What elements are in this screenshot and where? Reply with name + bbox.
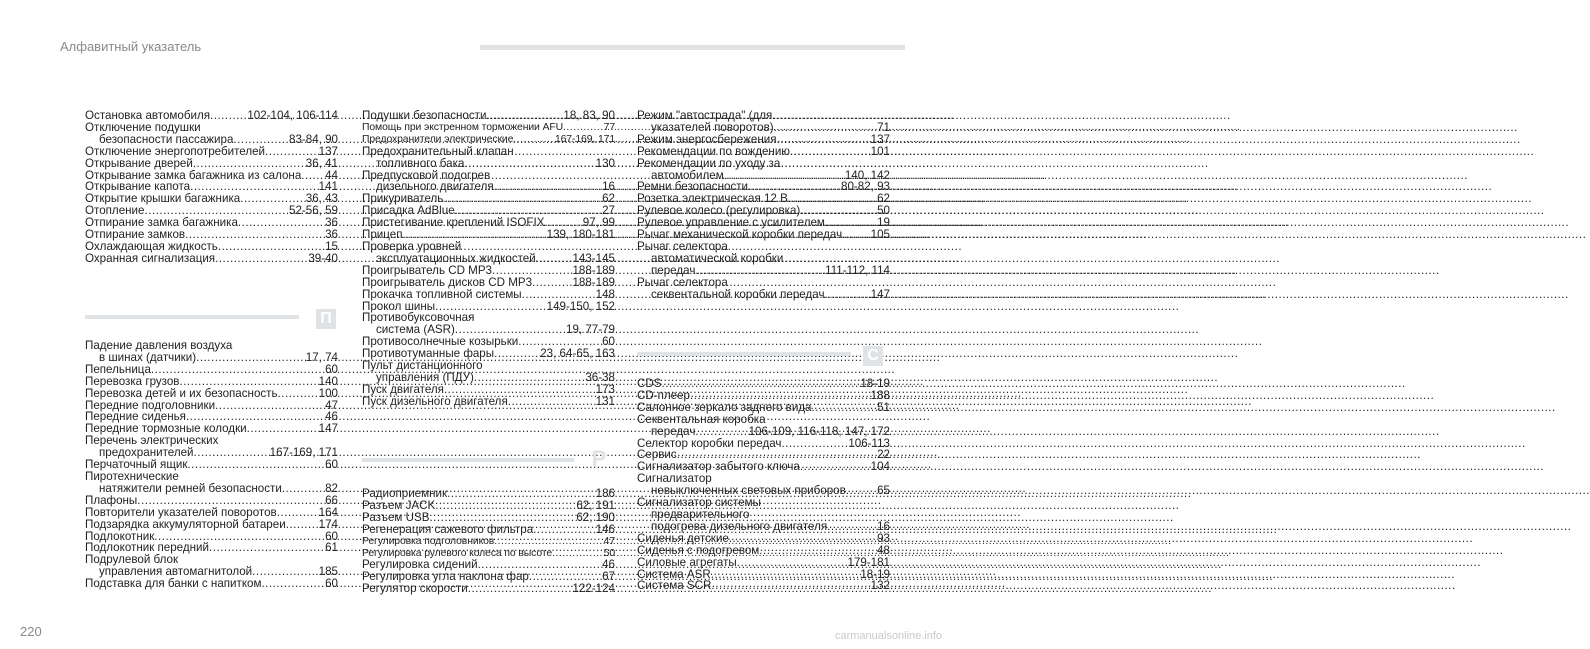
index-entry-term: Предохранители электрические: [362, 133, 514, 145]
index-block-p: [85, 340, 338, 590]
index-entry-pages: 106-109, 116-118, 147, 172: [748, 424, 890, 438]
index-entry: [85, 483, 338, 495]
dot-leader: [486, 110, 562, 122]
index-entry-pages: 19, 77-79: [566, 323, 615, 337]
dot-leader: [846, 485, 876, 497]
index-entry-term: Перчаточный ящик: [85, 458, 188, 472]
index-entry-pages: 66: [325, 493, 338, 507]
index-entry-pages: 36: [325, 216, 338, 230]
dot-leader: [247, 423, 318, 435]
index-entry-term: в шинах (датчики): [99, 350, 197, 364]
index-entry-heading: Сигнализатор: [637, 472, 712, 486]
index-entry-pages: 185: [318, 565, 338, 579]
index-entry-pages: 48: [877, 543, 890, 557]
dot-leader: [494, 348, 539, 360]
index-entry-pages: 67: [602, 570, 615, 584]
index-entry-pages: 18-19: [860, 567, 890, 581]
index-entry-pages: 105: [870, 228, 890, 242]
index-entry-pages: 167-169, 171: [269, 446, 338, 460]
index-entry-pages: 16: [877, 519, 890, 533]
dot-leader: [179, 376, 317, 388]
dot-leader: [261, 578, 324, 590]
index-entry-pages: 16: [602, 180, 615, 194]
index-entry: [85, 146, 338, 158]
index-entry-term: CDS: [637, 377, 662, 390]
index-entry-heading: Падение давления воздуха: [85, 339, 233, 352]
index-entry-term: Силовые агрегаты: [637, 555, 737, 569]
index-entry: [362, 134, 615, 146]
index-entry-term: топливного бака: [376, 156, 465, 170]
index-entry-term: Пепельница: [85, 362, 151, 376]
index-entry-term: Регулировка угла наклона фар: [362, 570, 529, 584]
dot-leader: [286, 519, 318, 531]
index-entry-pages: 18-19: [860, 377, 890, 390]
index-entry-heading: Предохранительный клапан: [362, 144, 514, 158]
index-entry: [85, 253, 338, 265]
index-entry-pages: 36, 43: [305, 192, 338, 206]
index-block-p-cont: [362, 110, 615, 408]
index-entry-pages: 93: [877, 531, 890, 545]
dot-leader: [444, 384, 595, 396]
dot-leader: [759, 545, 876, 557]
index-entry: [85, 376, 338, 388]
index-entry-pages: 164: [318, 505, 338, 519]
index-entry-pages: 80-82, 93: [841, 180, 890, 194]
index-entry-pages: 141: [318, 180, 338, 194]
index-entry-pages: 50: [877, 204, 890, 218]
index-entry-pages: 146: [595, 522, 615, 536]
index-entry-term: Разъем USB: [362, 510, 430, 524]
dot-leader: [282, 483, 324, 495]
dot-leader: [825, 289, 870, 301]
index-entry-pages: 50: [603, 547, 615, 559]
index-entry: [85, 388, 338, 400]
dot-leader: [536, 253, 572, 265]
index-entry: [637, 265, 890, 277]
dot-leader: [215, 253, 307, 265]
index-entry-pages: 46: [602, 558, 615, 572]
index-entry-pages: 47: [603, 535, 615, 547]
dot-leader: [776, 134, 869, 146]
index-block-r: [362, 488, 615, 595]
dot-leader: [695, 265, 824, 277]
index-entry: [637, 426, 890, 438]
index-entry-pages: 19: [877, 216, 890, 230]
dot-leader: [209, 542, 324, 554]
dot-leader: [532, 277, 571, 289]
index-entry-term: подогрева дизельного двигателя: [651, 519, 828, 533]
index-entry-pages: 27: [602, 204, 615, 218]
index-entry-pages: 174: [318, 517, 338, 531]
index-entry-pages: 51: [877, 400, 890, 414]
index-entry-term: система (ASR): [376, 323, 455, 337]
index-entry-term: Ремни безопасности: [637, 180, 749, 194]
index-entry-pages: 188-189: [572, 263, 615, 277]
dot-leader: [513, 134, 554, 146]
index-entry-pages: 62: [877, 192, 890, 206]
index-entry-pages: 65: [877, 484, 890, 498]
index-entry-pages: 147: [870, 287, 890, 301]
dot-leader: [210, 110, 246, 122]
index-entry-term: Сигнализатор забытого ключа: [637, 460, 800, 474]
dot-leader: [533, 524, 595, 536]
index-entry-term: Рулевое колесо (регулировка): [637, 204, 801, 218]
dot-leader: [265, 146, 318, 158]
index-entry-term: Регулировка подголовников: [362, 535, 495, 547]
index-entry-term: невыключенных световых приборов: [651, 484, 846, 498]
index-entry-pages: 61: [325, 541, 338, 555]
index-entry: [362, 277, 615, 289]
index-entry-term: Перевозка детей и их безопасность: [85, 386, 278, 400]
index-entry: [85, 158, 338, 170]
dot-leader: [492, 265, 571, 277]
index-entry-pages: 131: [595, 394, 615, 408]
index-entry: [362, 536, 615, 548]
index-entry-term: передач: [651, 263, 696, 277]
index-entry-term: Пуск двигателя: [362, 382, 444, 396]
index-entry-heading: Перечень электрических: [85, 434, 219, 448]
index-entry-pages: 139, 180-181: [546, 228, 615, 242]
index-entry: [637, 134, 890, 146]
index-entry: [362, 289, 615, 301]
index-entry-pages: 22: [877, 448, 890, 462]
index-entry-term: CD-плеер: [637, 388, 690, 402]
index-entry-term: Присадка AdBlue: [362, 204, 455, 218]
index-entry-heading: Проверка уровней: [362, 239, 462, 253]
index-entry-pages: 147: [318, 422, 338, 436]
index-entry-term: управления автомагнитолой: [99, 565, 253, 579]
index-entry-pages: 188: [870, 388, 890, 402]
index-entry-term: Прицеп: [362, 228, 403, 242]
index-entry-heading: Рычаг селектора: [637, 239, 728, 253]
letter-r-mark: Р: [591, 446, 607, 471]
index-entry-term: Перевозка грузов: [85, 374, 180, 388]
index-entry-term: указателей поворотов): [651, 120, 774, 134]
page-header-title: Алфавитный указатель: [60, 39, 202, 54]
index-entry-term: Открытие крышки багажника: [85, 192, 241, 206]
index-entry-heading: Противобуксовочная: [362, 311, 475, 325]
index-entry: [637, 521, 890, 533]
index-entry-term: Радиоприемник: [362, 487, 448, 500]
index-entry-pages: 83-84, 90: [289, 132, 338, 146]
letter-separator-bar: [362, 458, 574, 462]
index-entry-term: Плафоны: [85, 493, 138, 507]
index-entry-pages: 60: [325, 458, 338, 472]
dot-leader: [737, 557, 847, 569]
index-entry-term: Открывание капота: [85, 180, 191, 194]
index-entry-term: Режим энергосбережения: [637, 132, 777, 146]
index-entry-pages: 60: [602, 335, 615, 349]
index-entry-pages: 18, 83, 90: [563, 109, 615, 122]
index-entry-pages: 60: [325, 362, 338, 376]
index-entry-heading: Рекомендации по уходу за: [637, 156, 781, 170]
index-entry-pages: 77: [603, 121, 615, 133]
index-entry-term: Разъем JACK: [362, 498, 436, 512]
index-entry-pages: 186: [595, 487, 615, 500]
index-entry-heading: Предпусковой подогрев: [362, 168, 491, 182]
index-entry-term: Отопление: [85, 204, 145, 218]
index-entry-term: безопасности пассажира: [99, 132, 234, 146]
index-entry-term: Передние сиденья: [85, 410, 186, 424]
index-entry-pages: 100: [318, 386, 338, 400]
index-entry-term: Розетка электрическая 12 В: [637, 192, 788, 206]
dot-leader: [842, 229, 870, 241]
index-entry: [362, 122, 615, 134]
index-entry-heading: автоматической коробки: [651, 251, 784, 265]
dot-leader: [278, 388, 318, 400]
index-entry-term: Подушки безопасности: [362, 109, 487, 122]
index-entry-term: Сиденья детские: [637, 531, 729, 545]
index-entry-pages: 140: [318, 374, 338, 388]
index-entry-pages: 149-150, 152: [546, 299, 615, 313]
letter-separator-bar: [637, 352, 851, 356]
index-entry-pages: 52-56, 59: [289, 204, 338, 218]
index-entry-term: Отключение энергопотребителей: [85, 144, 266, 158]
index-entry-pages: 82: [325, 481, 338, 495]
index-entry: [85, 507, 338, 519]
index-entry: [637, 557, 890, 569]
index-entry-pages: 101: [870, 144, 890, 158]
index-entry: [362, 253, 615, 265]
letter-s-box: С: [863, 346, 883, 366]
index-entry: [85, 495, 338, 507]
index-entry: [637, 545, 890, 557]
index-entry-term: Селектор коробки передач: [637, 436, 782, 450]
index-entry-term: Система SCR: [637, 579, 712, 593]
index-entry-term: Открывание дверей: [85, 156, 193, 170]
index-entry-term: Охлаждающая жидкость: [85, 239, 218, 253]
page-number: 220: [20, 624, 42, 639]
dot-leader: [494, 536, 602, 548]
index-entry-pages: 140, 142: [844, 168, 890, 182]
dot-leader: [137, 495, 324, 507]
index-entry-term: Передние тормозные колодки: [85, 422, 247, 436]
index-entry-term: Пуск дизельного двигателя: [362, 394, 508, 408]
index-entry-pages: 97, 99: [582, 216, 615, 230]
dot-leader: [695, 426, 747, 438]
index-entry-term: натяжители ремней безопасности: [99, 481, 282, 495]
index-entry-pages: 71: [877, 120, 890, 134]
index-entry-term: Подставка для банки с напитком: [85, 577, 262, 591]
index-entry: [637, 146, 890, 158]
index-entry-pages: 179-181: [847, 555, 890, 569]
index-block-s: [637, 378, 890, 592]
index-entry-pages: 132: [870, 579, 890, 593]
index-entry: [362, 396, 615, 408]
index-entry: [85, 578, 338, 590]
header-divider-bar: [480, 45, 905, 50]
index-entry-term: Прикуриватель: [362, 192, 444, 206]
index-entry-heading: Пиротехнические: [85, 469, 179, 483]
dot-leader: [233, 134, 288, 146]
index-entry-term: Регенерация сажевого фильтра: [362, 522, 534, 536]
index-entry: [362, 110, 615, 122]
dot-leader: [800, 461, 870, 473]
index-entry-pages: 188-189: [572, 275, 615, 289]
index-entry-term: Открывание замка багажника из салона: [85, 168, 302, 182]
index-entry-heading: Подрулевой блок: [85, 553, 179, 567]
index-entry-pages: 60: [325, 529, 338, 543]
dot-leader: [187, 459, 324, 471]
index-entry: [362, 265, 615, 277]
index-entry-term: Регулятор скорости: [362, 582, 468, 596]
index-entry-term: Противотуманные фары: [362, 347, 495, 361]
index-entry-term: передач: [651, 424, 696, 438]
index-entry: [637, 533, 890, 545]
index-entry-term: Прокол шины: [362, 299, 436, 313]
index-entry-term: управления (ПДУ): [376, 370, 474, 384]
index-entry-term: предохранителей: [99, 446, 194, 460]
dot-leader: [468, 583, 572, 595]
index-entry-heading: Отключение подушки: [85, 120, 201, 134]
index-entry-pages: 137: [318, 144, 338, 158]
index-entry-term: Противосолнечные козырьки: [362, 335, 519, 349]
index-entry: [85, 134, 338, 146]
index-entry-term: Рекомендации по вождению: [637, 144, 791, 158]
index-entry-term: Регулировка сидений: [362, 558, 478, 572]
index-entry: [362, 384, 615, 396]
index-entry-pages: 137: [870, 132, 890, 146]
index-entry: [85, 519, 338, 531]
index-entry: [362, 524, 615, 536]
index-entry-pages: 23, 64-65, 163: [540, 347, 615, 361]
index-entry-pages: 39-40: [308, 251, 338, 265]
index-entry-pages: 36: [325, 228, 338, 242]
index-entry-heading: Секвентальная коробка: [637, 412, 766, 426]
index-entry-term: Передние подголовники: [85, 398, 216, 412]
index-entry: [362, 512, 615, 524]
index-entry-pages: 104: [870, 460, 890, 474]
index-entry-pages: 102-104, 106-114: [247, 109, 338, 122]
index-entry-term: Помощь при экстренном торможении AFU: [362, 121, 564, 133]
index-block-r-cont: [637, 110, 890, 301]
index-entry: [362, 583, 615, 595]
index-entry-term: Пристегивание креплений ISOFIX: [362, 216, 545, 230]
index-entry-heading: Пульт дистанционного: [362, 359, 483, 373]
index-entry-term: Остановка автомобиля: [85, 109, 211, 122]
dot-leader: [812, 402, 877, 414]
index-entry-pages: 173: [595, 382, 615, 396]
index-entry-term: Сервис: [637, 448, 677, 462]
index-entry-pages: 148: [595, 287, 615, 301]
index-entry-term: Прокачка топливной системы: [362, 287, 522, 301]
index-entry-pages: 62, 190: [576, 510, 615, 524]
index-entry-pages: 106-113: [848, 436, 890, 450]
index-entry-pages: 47: [325, 398, 338, 412]
dot-leader: [563, 122, 603, 134]
dot-leader: [790, 146, 870, 158]
index-entry-pages: 36-38: [585, 370, 615, 384]
dot-leader: [464, 158, 594, 170]
watermark-text: carmanualsonline.info: [834, 630, 942, 642]
index-entry-pages: 122-124: [572, 582, 615, 596]
dot-leader: [151, 364, 324, 376]
dot-leader: [827, 521, 876, 533]
index-entry: [637, 289, 890, 301]
index-entry-pages: 62, 191: [576, 498, 615, 512]
index-entry: [85, 364, 338, 376]
index-entry-pages: 130: [595, 156, 615, 170]
index-entry-term: дизельного двигателя: [376, 180, 494, 194]
index-entry-term: Подзарядка аккумуляторной батареи: [85, 517, 286, 531]
index-entry-term: Охранная сигнализация: [85, 251, 216, 265]
index-entry-term: Отпирание замка багажника: [85, 216, 238, 230]
index-entry-heading: предварительного: [651, 507, 750, 521]
index-entry-term: Регулировка рулевого колеса по высоте: [362, 547, 553, 559]
dot-leader: [729, 533, 876, 545]
index-block-o: [85, 110, 338, 265]
index-entry-term: эксплуатационных жидкостей: [376, 251, 536, 265]
index-entry-term: Отпирание замков: [85, 228, 186, 242]
index-entry-pages: 62: [602, 192, 615, 206]
dot-leader: [508, 396, 595, 408]
index-entry-heading: Сигнализатор системы: [637, 496, 761, 510]
index-entry-heading: Режим "автострада" (для: [637, 109, 773, 122]
index-entry-pages: 167-169, 171: [554, 133, 615, 145]
index-entry: [637, 580, 890, 592]
index-entry-term: Салонное зеркало заднего вида: [637, 400, 812, 414]
index-entry-pages: 17, 74: [305, 350, 338, 364]
index-entry-pages: 143-145: [572, 251, 615, 265]
index-entry-pages: 36, 41: [305, 156, 338, 170]
index-entry-term: Подлокотник передний: [85, 541, 209, 555]
index-entry-term: Сиденья с подогревом: [637, 543, 760, 557]
index-entry-pages: 15: [325, 239, 338, 253]
dot-leader: [193, 158, 305, 170]
dot-leader: [277, 507, 318, 519]
index-entry-pages: 111-112, 114: [825, 263, 890, 277]
index-entry-pages: 60: [325, 577, 338, 591]
letter-separator-bar: [85, 315, 299, 319]
index-entry-term: Повторители указателей поворотов: [85, 505, 277, 519]
index-entry-term: Проигрыватель CD MP3: [362, 263, 493, 277]
index-entry-pages: 46: [325, 410, 338, 424]
index-entry-term: Подлокотник: [85, 529, 155, 543]
index-entry-term: Рычаг механической коробки передач: [637, 228, 843, 242]
index-entry-heading: Рычаг селектора: [637, 275, 728, 289]
index-entry: [637, 402, 890, 414]
letter-p-box: П: [316, 309, 336, 329]
index-entry-term: автомобилем: [651, 168, 724, 182]
index-entry-term: Рулевое управление с усилителем: [637, 216, 825, 230]
index-entry-term: Проигрыватель дисков CD MP3: [362, 275, 533, 289]
index-entry-pages: 44: [325, 168, 338, 182]
dot-leader: [522, 289, 595, 301]
dot-leader: [711, 580, 869, 592]
index-entry: [362, 158, 615, 170]
index-entry-term: Система ASR: [637, 567, 711, 581]
dot-leader: [429, 512, 575, 524]
index-entry-term: секвентальной коробки передач: [651, 287, 825, 301]
